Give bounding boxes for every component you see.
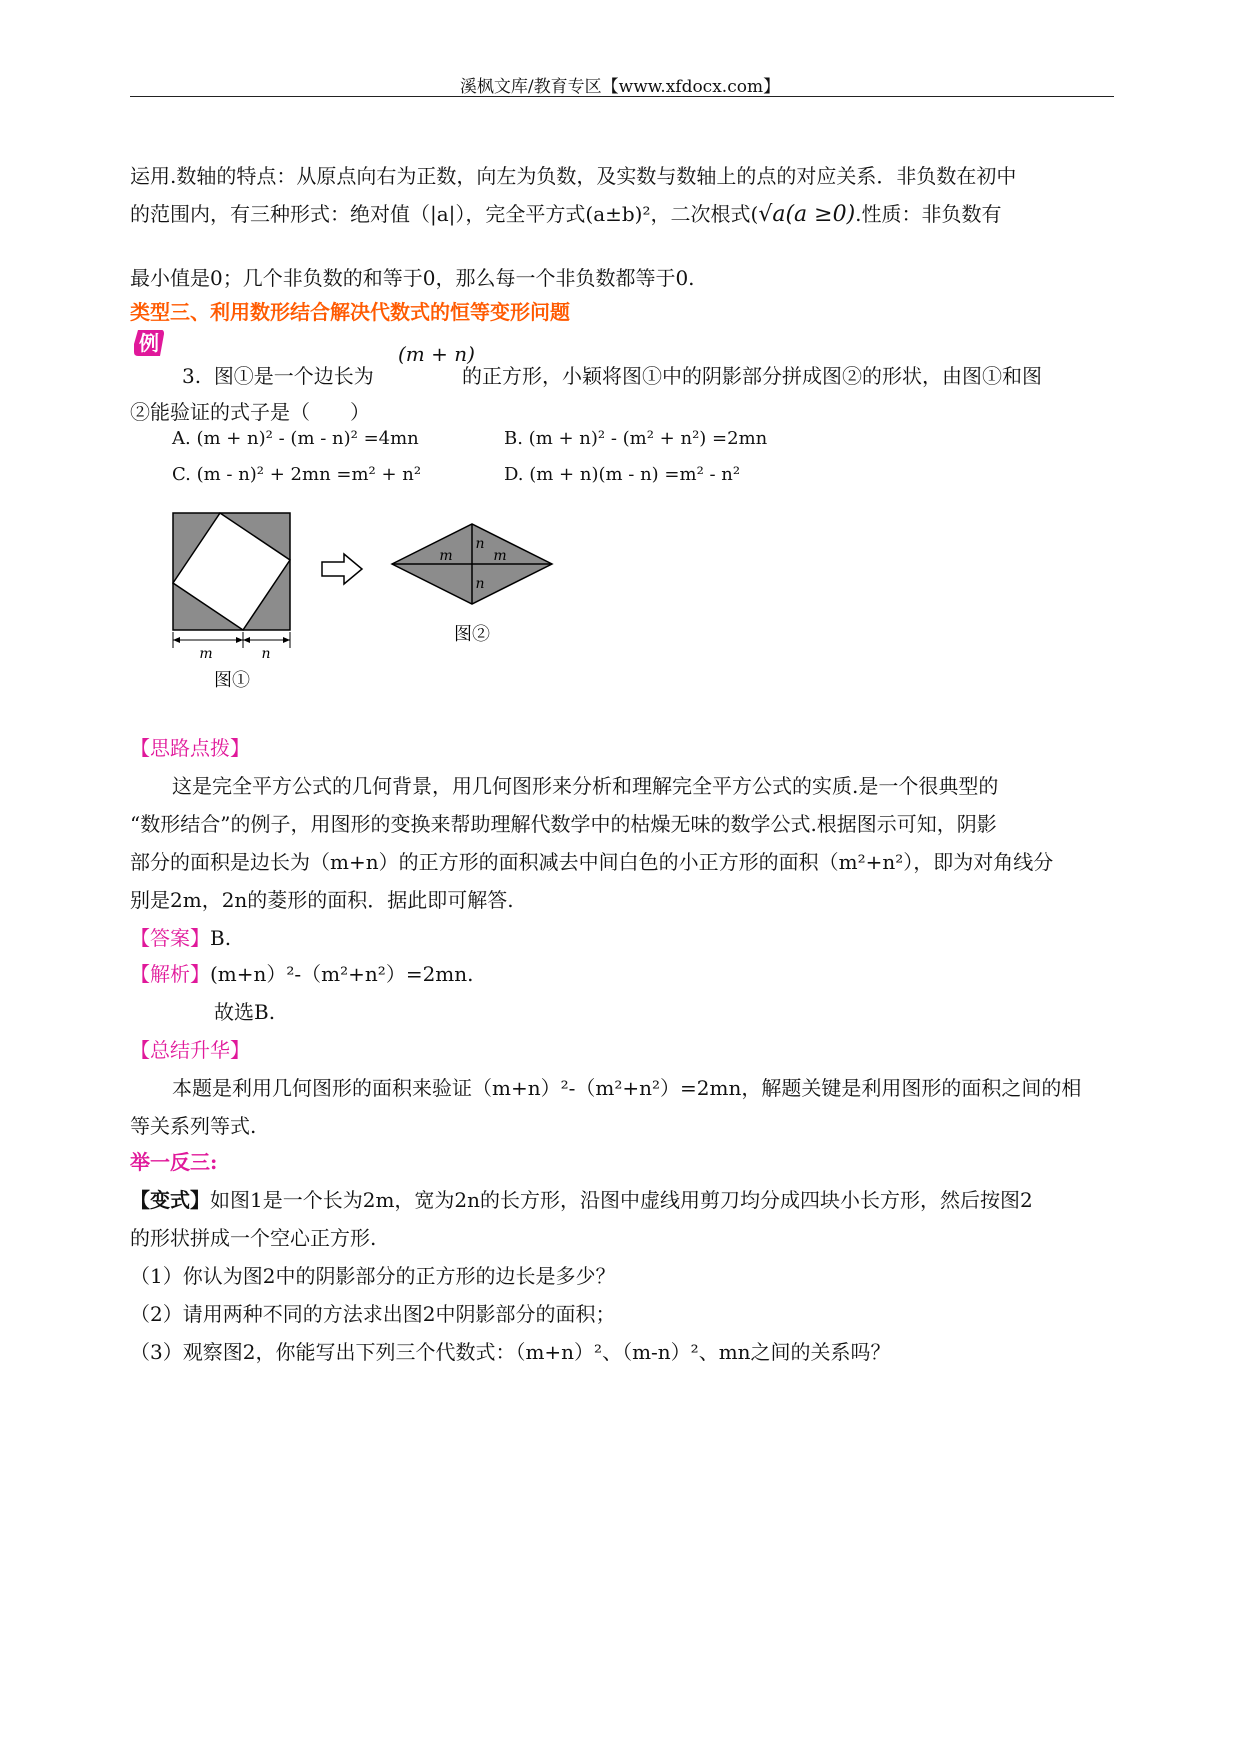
intro-line-2-text: 的范围内，有三种形式：绝对值（|a|），完全平方式(a±b)²，二次根式( <box>130 202 759 226</box>
right-arrow-icon <box>320 552 366 586</box>
variant-line-2: 的形状拼成一个空心正方形. <box>130 1226 377 1250</box>
variant-line-1 <box>130 1184 1033 1213</box>
question-line-1 <box>182 360 374 389</box>
sqrt-expression: √a(a ≥0) <box>758 202 856 227</box>
fig1-caption: 图① <box>214 670 250 691</box>
answer-label: 【答案】 <box>130 926 210 950</box>
hint-line-3: 部分的面积是边长为（m+n）的正方形的面积减去中间白色的小正方形的面积（m²+n²），即为对角线分 <box>130 850 1054 874</box>
page-header: 溪枫文库/教育专区【www.xfdocx.com】 <box>459 77 781 97</box>
intro-line-3: 最小值是0；几个非负数的和等于0，那么每一个非负数都等于0. <box>130 266 695 290</box>
option-a: A. (m + n)² - (m - n)² =4mn <box>172 428 419 449</box>
option-d: D. (m + n)(m - n) =m² - n² <box>504 464 741 485</box>
variant-question-3: （3）观察图2，你能写出下列三个代数式：（m+n）²、（m-n）²、mn之间的关系吗？ <box>130 1340 891 1364</box>
analysis-label: 【解析】 <box>130 962 210 986</box>
fig2-caption: 图② <box>454 624 490 645</box>
question-text-b: 的正方形，小颖将图①中的阴影部分拼成图②的形状，由图①和图 <box>462 364 1042 388</box>
intro-line-1: 运用.数轴的特点：从原点向右为正数，向左为负数，及实数与数轴上的点的对应关系．非负数在初中 <box>130 164 1017 188</box>
question-number: 3. <box>182 364 202 388</box>
intro-line-2 <box>130 198 1002 227</box>
analysis-text: (m+n）²-（m²+n²）=2mn. <box>210 962 474 986</box>
option-c: C. (m - n)² + 2mn =m² + n² <box>172 464 422 485</box>
figure-1 <box>170 510 300 700</box>
hint-line-4: 别是2m，2n的菱形的面积．据此即可解答. <box>130 888 514 912</box>
summary-line-2: 等关系列等式. <box>130 1114 257 1138</box>
answer-line <box>130 922 231 951</box>
question-expression: (m + n) <box>398 342 475 366</box>
hint-line-2: “数形结合”的例子，用图形的变换来帮助理解代数学中的枯燥无味的数学公式.根据图示可知，阴影 <box>130 812 997 836</box>
fig2-label-n-bottom: n <box>475 576 485 592</box>
summary-line-1: 本题是利用几何图形的面积来验证（m+n）²-（m²+n²）=2mn，解题关键是利用图形的面积之间的相 <box>172 1076 1082 1100</box>
variant-question-1: （1）你认为图2中的阴影部分的正方形的边长是多少？ <box>130 1264 616 1288</box>
variant-text: 如图1是一个长为2m，宽为2n的长方形，沿图中虚线用剪刀均分成四块小长方形，然后按图2 <box>210 1188 1033 1212</box>
example-badge-icon <box>130 326 166 362</box>
option-b: B. (m + n)² - (m² + n²) =2mn <box>504 428 768 449</box>
variant-label: 【变式】 <box>130 1188 210 1212</box>
analysis-line-2: 故选B. <box>214 1000 276 1024</box>
question-line-2: ②能验证的式子是（ ） <box>130 400 370 424</box>
example-badge-label: 例 <box>139 331 159 355</box>
variant-question-2: （2）请用两种不同的方法求出图2中阴影部分的面积； <box>130 1302 616 1326</box>
fig2-label-m-right: m <box>493 548 507 564</box>
fig1-label-m: m <box>199 646 213 662</box>
summary-label: 【总结升华】 <box>130 1038 250 1062</box>
analysis-line <box>130 958 474 987</box>
figure-2 <box>388 520 558 650</box>
fig2-label-m-left: m <box>439 548 453 564</box>
fig2-label-n-top: n <box>475 536 485 552</box>
question-text-a: 图①是一个边长为 <box>213 364 374 388</box>
hint-line-1: 这是完全平方公式的几何背景，用几何图形来分析和理解完全平方公式的实质.是一个很典型的 <box>172 774 999 798</box>
fig1-label-n: n <box>261 646 271 662</box>
section-title: 类型三、利用数形结合解决代数式的恒等变形问题 <box>130 300 570 324</box>
intro-line-2-tail: .性质：非负数有 <box>855 202 1002 226</box>
answer-text: B. <box>210 926 232 950</box>
hint-label: 【思路点拨】 <box>130 736 250 760</box>
practice-title: 举一反三: <box>130 1150 218 1174</box>
header-rule <box>130 96 1114 97</box>
